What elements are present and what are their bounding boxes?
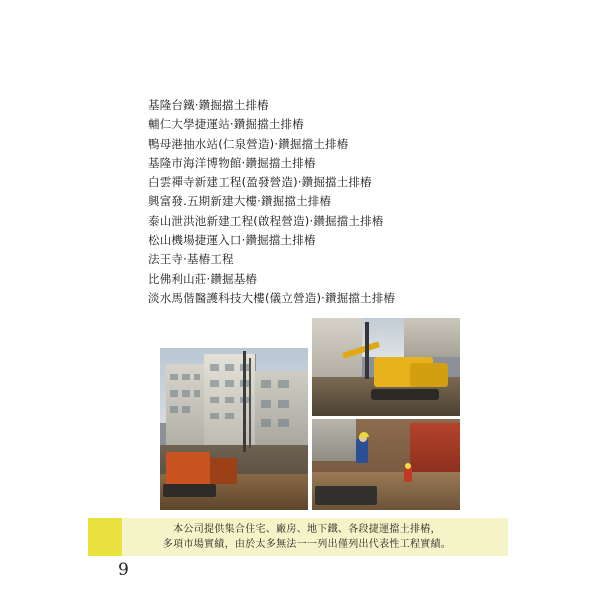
photo-drilling-rig-street	[160, 348, 308, 510]
project-list-item: 基隆台鐵‧鑽掘擋土排樁	[148, 98, 269, 112]
project-list-item: 比佛利山莊‧鑽掘基樁	[148, 271, 258, 286]
photo-collage	[160, 318, 460, 510]
project-list-item: 鴨母港抽水站(仁泉營造)‧鑽掘擋土排樁	[148, 136, 349, 151]
project-list	[148, 96, 478, 308]
page-number: 9	[118, 560, 129, 580]
caption-line-1: 本公司提供集合住宅、廠房、地下鐵、各段捷運擋土排樁，	[173, 524, 441, 535]
project-list-item: 法王寺‧基樁工程	[148, 252, 234, 267]
project-list-item: 松山機場捷運入口‧鑽掘擋土排樁	[148, 233, 316, 248]
caption-band	[88, 518, 508, 556]
project-list-item: 興富發.五期新建大樓‧鑽掘擋土排樁	[148, 194, 332, 209]
project-list-item: 白雲禪寺新建工程(盈發營造)‧鑽掘擋土排樁	[148, 175, 372, 190]
project-list-item: 輔仁大學捷運站‧鑽掘擋土排樁	[148, 117, 304, 132]
project-list-item: 基隆市海洋博物館‧鑽掘擋土排樁	[148, 155, 316, 170]
photo-worker-in-pit	[312, 419, 460, 510]
project-list-item: 淡水馬偕醫護科技大樓(儀立營造)‧鑽掘擋土排樁	[148, 290, 396, 305]
photo-yellow-excavator	[312, 318, 460, 416]
caption-line-2: 多項市場實績，由於太多無法一一列出僅列出代表性工程實績。	[162, 539, 452, 550]
project-list-item: 泰山泄洪池新建工程(啟程營造)‧鑽掘擋土排樁	[148, 213, 384, 228]
caption-text	[145, 522, 451, 552]
